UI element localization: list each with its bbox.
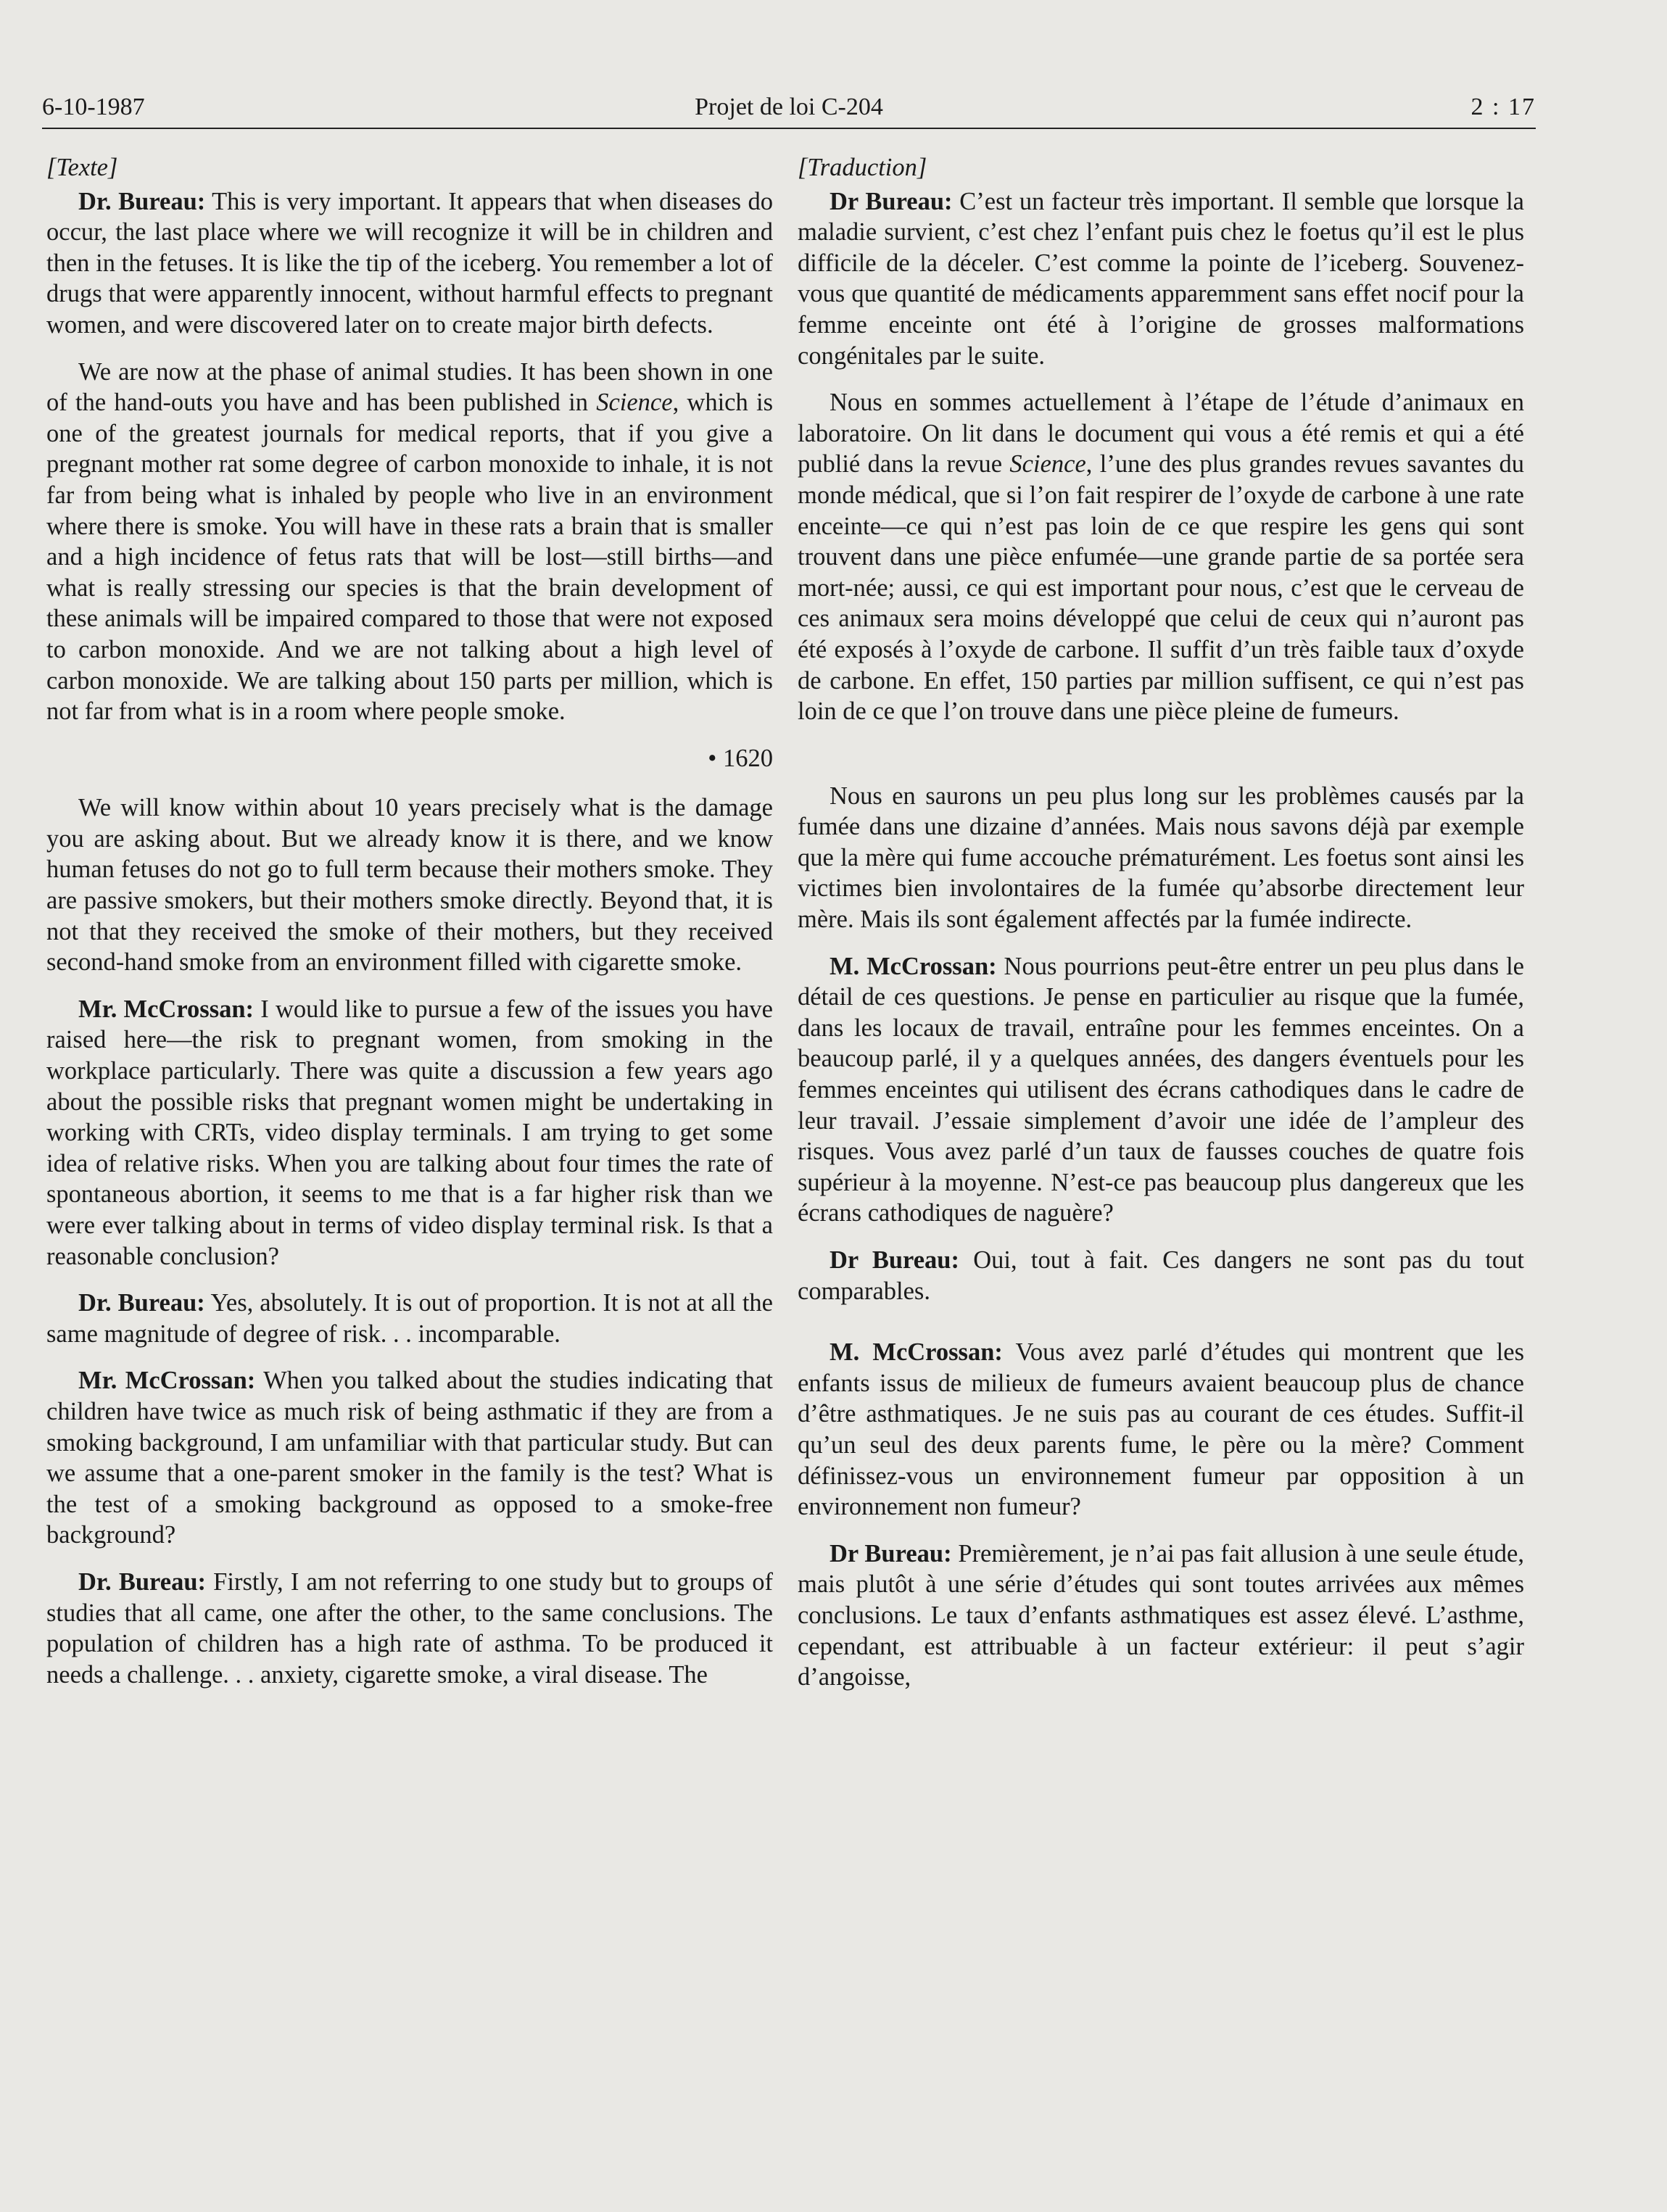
paragraph-text: I would like to pursue a few of the issues you have raised here—the risk to pregnant women, from smoking in the workplace particularly. There was quite a discussion a few years ago about the possible risks that pregnant women might be undertaking in working with CRTs, video display terminals. I am trying to get some idea of relative risks. When you are talking about four times the rate of spontaneous abortion, it seems to me that is a far higher risk than we were ever talking about in terms of video display terminal risk. Is that a reasonable conclusion? [46, 995, 773, 1270]
time-marker: • 1620 [708, 744, 773, 772]
page-number: 2 : 17 [1470, 94, 1536, 120]
speaker-name: Dr. Bureau: [78, 1567, 206, 1596]
paragraph-text: Firstly, I am not referring to one study but to groups of studies that all came, one after the other, to the same conclusions. The population of children has a high rate of asthma. To be produced it needs a challenge. . . anxiety, cigarette smoke, a viral disease. The [46, 1567, 773, 1689]
journal-name: Science [596, 389, 673, 417]
bill-title: Projet de loi C-204 [695, 94, 883, 120]
journal-name: Science [1009, 450, 1086, 479]
paragraph [798, 951, 1524, 1229]
paragraph [46, 357, 773, 727]
paragraph-text: Oui, tout à fait. Ces dangers ne sont pas du tout comparables. [798, 1246, 1524, 1305]
paragraph [46, 1365, 773, 1551]
speaker-name: Dr. Bureau: [78, 187, 206, 215]
paragraph-text: Yes, absolutely. It is out of proportion. It is not at all the same magnitude of degree of risk. . . incomparable. [46, 1289, 773, 1348]
paragraph [798, 186, 1524, 372]
paragraph-text: Premièrement, je n’ai pas fait allusion à une seule étude, mais plutôt à une série d’études qui sont toutes arrivées aux mêmes conclusions. Le taux d’enfants asthmatiques est assez élevé. L’asthme, cependant, est attribuable à un facteur extérieur: il peut s’agir d’angoisse, [798, 1539, 1524, 1691]
paragraph-text: This is very important. It appears that when diseases do occur, the last place where we will recognize it will be in children and then in the fetuses. It is like the tip of the iceberg. You remember a lot of drugs that were apparently innocent, without harmful effects to pregnant women, and were discovered later on to create major birth defects. [46, 187, 773, 339]
paragraph [46, 186, 773, 341]
paragraph [798, 387, 1524, 727]
page-header [42, 93, 1536, 129]
section-label-texte: [Texte] [46, 154, 118, 181]
speaker-name: Dr. Bureau: [78, 1289, 205, 1317]
paragraph [798, 1538, 1524, 1693]
paragraph [46, 1288, 773, 1349]
column-spacer [798, 743, 1524, 781]
paragraph-text: We will know within about 10 years precisely what is the damage you are asking about. But we already know it is there, and we know human fetuses do not go to full term because their mothers smoke. They are passive smokers, but their mothers smoke directly. Beyond that, it is not that they received the smoke of their mothers, but they received second-hand smoke from an environment filled with cigarette smoke. [46, 794, 773, 977]
sitting-date: 6-10-1987 [42, 94, 145, 120]
paragraph [798, 781, 1524, 935]
column-spacer [798, 1322, 1524, 1337]
speaker-name: Dr Bureau: [830, 1539, 952, 1567]
paragraph [46, 994, 773, 1272]
paragraph-text: When you talked about the studies indicating that children have twice as much risk of being asthmatic if they are from a smoking background, I am unfamiliar with that particular study. But can we assume that a one-parent smoker in the family is the test? What is the test of a smoking background as opposed to a smoke-free background? [46, 1367, 773, 1549]
paragraph-text: Nous en saurons un peu plus long sur les problèmes causés par la fumée dans une dizaine d’années. Mais nous savons déjà par exemple que la mère qui fume accouche prématurément. Les foetus sont ainsi les victimes bien involontaires de la fumée qu’absorbe directement leur mère. Mais ils sont également affectés par la fumée indirecte. [798, 782, 1524, 934]
paragraph-text: C’est un facteur très important. Il semble que lorsque la maladie survient, c’est chez l’enfant puis chez le foetus qu’il est le plus difficile de la déceler. C’est comme la pointe de l’iceberg. Souvenez-vous que quantité de médicaments apparemment sans effet nocif pour la femme enceinte ont été à l’origine de grosses malformations congénitales par le suite. [798, 187, 1524, 370]
english-column [46, 152, 773, 1706]
speaker-name: M. McCrossan: [830, 1338, 1003, 1367]
paragraph [46, 792, 773, 978]
paragraph-text: , l’une des plus grandes revues savantes du monde médical, que si l’on fait respirer de l’oxyde de carbone à une rate enceinte—ce qui n’est pas loin de ce que respire les gens qui sont trouvent dans une pièce enfumée—une grande partie de sa portée sera mort-née; aussi, ce qui est important pour nous, c’est que le cerveau de ces animaux sera moins développé que celui de ceux qui n’auront pas été exposés à l’oxyde de carbone. Il suffit d’un très faible taux d’oxyde de carbone. En effet, 150 parties par million suffisent, ce qui n’est pas loin de ce que l’on trouve dans une pièce pleine de fumeurs. [798, 450, 1524, 726]
paragraph [798, 1337, 1524, 1523]
speaker-name: Dr Bureau: [830, 187, 953, 215]
paragraph-text: We are now at the phase of animal studies. It has been shown in one of the hand-outs you have and has been published in [46, 357, 773, 417]
section-label-traduction: [Traduction] [798, 154, 927, 181]
speaker-name: Dr Bureau: [830, 1246, 959, 1274]
paragraph [46, 1567, 773, 1690]
speaker-name: Mr. McCrossan: [78, 995, 255, 1023]
paragraph [798, 1245, 1524, 1306]
paragraph-text: , which is one of the greatest journals for medical reports, that if you give a pregnant mother rat some degree of carbon monoxide to inhale, it is not far from being what is inhaled by people who live in an environment where there is smoke. You will have in these rats a brain that is smaller and a high incidence of fetus rats that will be lost—still births—and what is really stressing our species is that the brain development of these animals will be impaired compared to those that were not exposed to carbon monoxide. And we are not talking about a high level of carbon monoxide. We are talking about 150 parts per million, which is not far from what is in a room where people smoke. [46, 389, 774, 726]
paragraph-text: Vous avez parlé d’études qui montrent que les enfants issus de milieux de fumeurs avaient beaucoup plus de chance d’être asthmatiques. Je ne suis pas au courant de ces études. Suffit-il qu’un seul des deux parents fume, le père ou la mère? Comment définissez-vous un environnement fumeur par opposition à un environnement non fumeur? [798, 1338, 1524, 1521]
speaker-name: Mr. McCrossan: [78, 1367, 256, 1395]
speaker-name: M. McCrossan: [830, 952, 997, 980]
paragraph-text: Nous pourrions peut-être entrer un peu plus dans le détail de ces questions. Je pense en particulier au risque que la fumée, dans les locaux de travail, entraîne pour les femmes enceintes. On a beaucoup parlé, il y a quelques années, des dangers éventuels pour les femmes enceintes qui utilisent des écrans cathodiques dans le cadre de leur travail. J’essaie simplement d’avoir une idée de l’ampleur des risques. Vous avez parlé d’un taux de fausses couches de quatre fois supérieur à la moyenne. N’est-ce pas beaucoup plus dangereux que les écrans cathodiques de naguère? [798, 952, 1524, 1227]
paragraph-text: Nous en sommes actuellement à l’étape de l’étude d’animaux en laboratoire. On lit dans le document qui vous a été remis et qui a été publié dans la revue [798, 389, 1524, 479]
french-column [798, 152, 1524, 1709]
